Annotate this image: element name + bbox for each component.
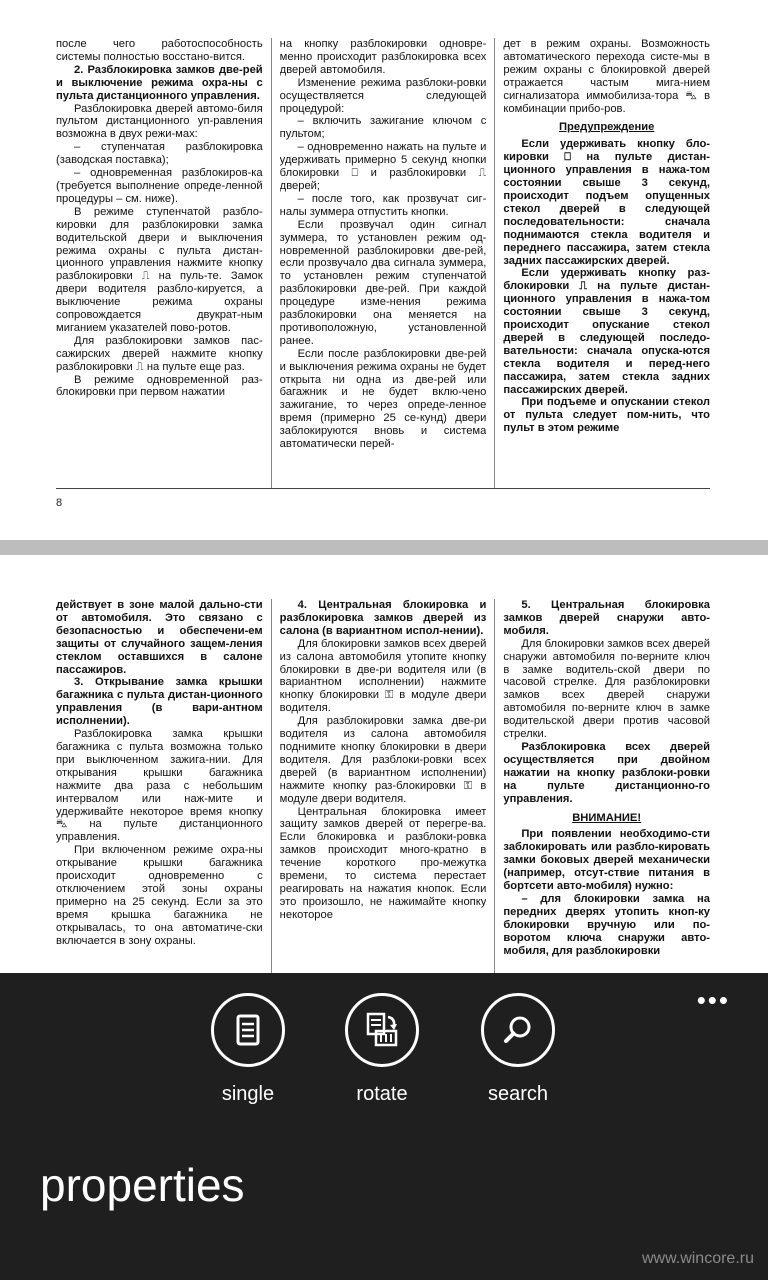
column-divider (494, 38, 495, 488)
more-options-button[interactable]: ••• (696, 985, 730, 1015)
paragraph: – после того, как прозвучат сиг-налы зуммера отпустить кнопки. (279, 192, 487, 218)
paragraph: Для блокировки замков всех дверей из салона автомобиля утопите кнопку блокировки в две-ри водителя или (в вариантном исполнении) нажмите кнопку блокировки ⚿ в модуле двери водителя. (279, 637, 487, 715)
single-label: single (221, 1083, 275, 1105)
paragraph: Для блокировки замков всех дверей снаружи автомобиля по-верните ключ в замке водитель-ской двери по часовой стрелке. Для разблокировки замков всех дверей снаружи автомобиля по-верните ключ в замке водительской двери против часовой стрелки. (503, 637, 711, 741)
paragraph: В режиме ступенчатой разбло-кировки для разблокировки замка водительской двери и выключения режима охраны с пульта дистан-ционного управления нажмите кнопку разблокировки ⎍ на пуль-те. Замок двери водителя разбло-кируется, а выключение режима охраны сопровождается двукрат-ным миганием указателей пово-ротов. (56, 205, 263, 334)
single-button[interactable] (183, 993, 313, 1106)
search-button[interactable] (453, 993, 583, 1106)
paragraph: При появлении необходимо-сти заблокировать или разбло-кировать замки боковых дверей механически (например, отсут-ствие питания в бортсети авто-мобиля) нужно: (503, 828, 711, 893)
properties-menu-item[interactable]: properties (40, 1159, 245, 1211)
page-footer-line (56, 488, 710, 489)
paragraph: 3. Открывание замка крышки багажника с пульта дистан-ционного управления (в вари-антном исполнении). (56, 676, 263, 728)
paragraph: При подъеме и опускании стекол от пульта следует пом-нить, что пульт в этом режиме (503, 396, 711, 435)
paragraph: ВНИМАНИЕ! (572, 811, 642, 824)
page-separator (0, 540, 768, 555)
paragraph: Центральная блокировка имеет защиту замков дверей от перегре-ва. Если блокировка и разблоки-ровка замков происходит много-кратно в течение короткого про-межутка времени, то система перестает реагировать на нажатия кнопок. Если это произошло, не нажимайте кнопку некоторое (279, 805, 487, 921)
page-columns (56, 599, 710, 975)
paragraph: Предупреждение (559, 121, 655, 134)
paragraph: Для разблокировки замков пас-сажирских дверей нажмите кнопку разблокировки ⎍ на пульте еще раз. (56, 334, 263, 373)
document-page-8 (0, 0, 768, 540)
paragraph: Если удерживать кнопку раз-блокировки ⎍ на пульте дистан-ционного управления в нажа-том состоянии свыше 3 секунд, происходит опускание стекол дверей в следующей последо-вательности: сначала опуска-ются стекла водителя и перед-него пассажира, затем стекла задних пассажирских дверей. (503, 267, 711, 396)
column-divider (494, 599, 495, 975)
watermark: www.wincore.ru (641, 1250, 754, 1267)
rotate-label: rotate (356, 1083, 408, 1105)
paragraph: – для блокировки замка на передних дверях утопить кноп-ку блокировки вручную или по-воротом ключа снаружи авто-мобиля, для разблокировки (503, 892, 711, 957)
paragraph: – одновременная разблокиров-ка (требуется выполнение опреде-ленной процедуры – см. ниже). (56, 167, 263, 205)
search-label: search (487, 1083, 549, 1105)
page-columns (56, 38, 710, 488)
document-page-9 (0, 555, 768, 975)
page-number: 8 (56, 497, 63, 509)
text-column-2 (280, 38, 487, 488)
paragraph: Разблокировка всех дверей осуществляется при двойном нажатии на кнопку разблоки-ровки на пульте дистанционно-го управления. (503, 740, 711, 805)
column-divider (271, 38, 272, 488)
paragraph: на кнопку разблокировки одновре-менно происходит разблокировка всех дверей автомобиля. (279, 38, 487, 76)
paragraph: Если после разблокировки две-рей и выключения режима охраны не будет открыта ни одна из две-рей или багажник и не будет вклю-чено зажигание, то через опреде-ленное время (примерно 25 се-кунд) двери заблокируются вновь и система автоматически перей- (279, 347, 487, 451)
paragraph: Если удерживать кнопку бло-кировки ⎕ на пульте дистан-ционного управления в нажа-том состоянии свыше 3 секунд, происходит подъем опущенных стекол дверей в следующей последовательности: сначала поднимаются стекла водителя и переднего пассажира, затем стекла задних пассажирских дверей. (503, 138, 711, 267)
text-column-1 (56, 38, 263, 488)
paragraph: 4. Центральная блокировка и разблокировка замков дверей из салона (в вариантном испол-нении). (279, 599, 487, 637)
paragraph: – ступенчатая разблокировка (заводская поставка); (56, 141, 263, 167)
text-column-3 (503, 38, 710, 488)
paragraph: Разблокировка замка крышки багажника с пульта возможна только при выключенном зажига-нии. Для открывания крышки багажника нажмите два раза с небольшим интервалом или наж-мите и удерживайте некоторое время кнопку ⛍ на пульте дистанционного управления. (56, 728, 263, 844)
paragraph: Если прозвучал один сигнал зуммера, то установлен режим од-новременной разблокировки две-рей, если прозвучало два сигнала зуммера, то установлен режим ступенчатой разблокировки две-рей. При каждой процедуре изме-нения режима разблокировки она меняется на противоположную, установленной ранее. (279, 218, 487, 347)
paragraph: – одновременно нажать на пульте и удерживать примерно 5 секунд кнопки блокировки ⎕ и разблокировки ⎍ дверей; (279, 141, 487, 192)
rotate-button[interactable] (317, 993, 447, 1106)
paragraph: При включенном режиме охра-ны открывание крышки багажника происходит одновременно с отключением этой зоны охраны примерно на 25 секунд. Если за это время крышка багажника не открывалась, то она автоматиче-ски включается в зону охраны. (56, 844, 263, 947)
rotate-icon (345, 993, 419, 1067)
paragraph: 5. Центральная блокировка замков дверей снаружи авто-мобиля. (503, 599, 711, 637)
text-column-1 (56, 599, 263, 975)
single-page-icon (211, 993, 285, 1067)
paragraph: – включить зажигание ключом с пультом; (279, 115, 487, 141)
paragraph: В режиме одновременной раз-блокировки при первом нажатии (56, 373, 263, 399)
text-column-2 (280, 599, 487, 975)
paragraph: после чего работоспособность системы полностью восстано-вится. (56, 38, 263, 63)
paragraph: 2. Разблокировка замков две-рей и выключение режима охра-ны с пульта дистанционного управления. (56, 63, 263, 102)
paragraph: дет в режим охраны. Возможность автоматического перехода систе-мы в режим охраны с блокировкой дверей отражается частым мига-нием сигнализатора иммобилиза-тора ⛍ в комбинации прибо-ров. (503, 38, 711, 115)
paragraph: действует в зоне малой дально-сти от автомобиля. Это связано с безопасностью и обеспечени-ем защиты от случайного защем-ления стеклом оставшихся в салоне пассажиров. (56, 599, 263, 676)
text-column-3 (503, 599, 710, 975)
paragraph: Разблокировка дверей автомо-биля пультом дистанционного уп-равления возможна в двух режи-мах: (56, 102, 263, 141)
application-bar (0, 973, 768, 1280)
column-divider (271, 599, 272, 975)
search-icon (481, 993, 555, 1067)
paragraph: Для разблокировки замка две-ри водителя из салона автомобиля поднимите кнопку блокировки в двери водителя. Для разблоки-ровки всех дверей (в вариантном исполнении) нажмите кнопку раз-блокировки ⚿ в модуле двери водителя. (279, 715, 487, 805)
paragraph: Изменение режима разблоки-ровки осуществляется следующей процедурой: (279, 76, 487, 115)
